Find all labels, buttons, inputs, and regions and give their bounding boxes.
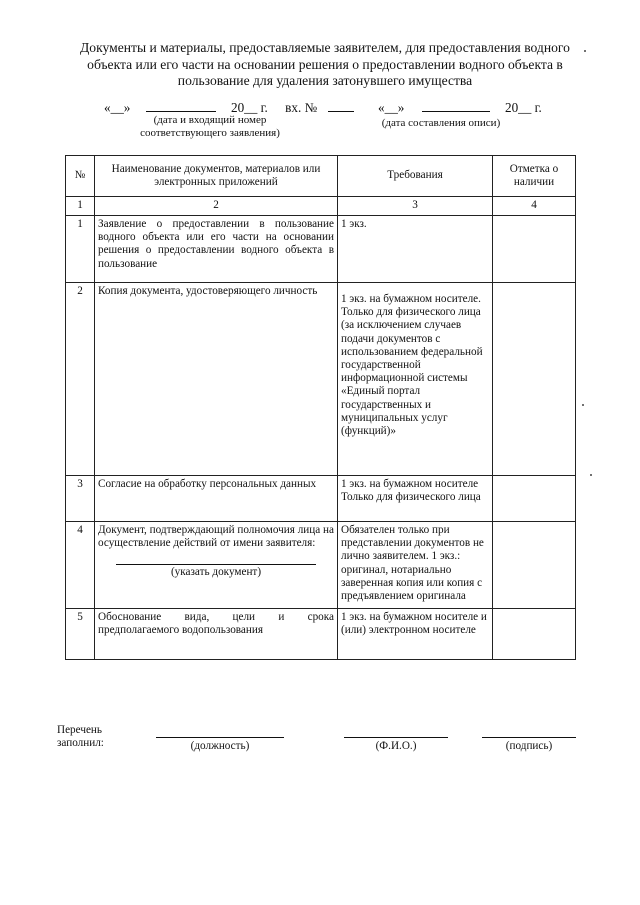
header-availability-mark: Отметка о наличии <box>493 156 576 197</box>
index-cell: 3 <box>338 197 493 216</box>
row-number: 1 <box>66 216 95 283</box>
row-document-name-cell <box>95 522 338 609</box>
signature-caption: (подпись) <box>505 740 553 752</box>
row-number: 5 <box>66 609 95 660</box>
header-requirements: Требования <box>338 156 493 197</box>
position-line[interactable] <box>156 737 284 738</box>
index-cell: 2 <box>95 197 338 216</box>
row-requirements: 1 экз. <box>338 216 493 283</box>
row-requirements: Обязателен только при представлении документов не лично заявителем. 1 экз.: оригинал, нотариально заверенная копия или копия с предъявлением оригинала <box>338 522 493 609</box>
fio-caption: (Ф.И.О.) <box>375 740 417 752</box>
document-specify-blank[interactable] <box>116 564 316 565</box>
row-availability-mark[interactable] <box>493 216 576 283</box>
header-number: № <box>66 156 95 197</box>
caption-application-line2: соответствующего заявления) <box>140 127 280 139</box>
scan-speck <box>584 50 586 52</box>
row-document-name: Заявление о предоставлении в пользование водного объекта или его части на основании решения о предоставлении водного объекта в пользование <box>95 216 338 283</box>
document-title: Документы и материалы, предоставляемые заявителем, для предоставления водного объекта или его части на основании решения о предоставлении водного объекта в пользование для удаления затонувшего имущества <box>80 40 570 88</box>
table-row <box>66 522 576 609</box>
date-year-left: 20__ г. <box>230 100 268 115</box>
index-cell: 1 <box>66 197 95 216</box>
incoming-number-label: вх. № <box>285 100 318 115</box>
position-caption: (должность) <box>190 740 250 752</box>
caption-inventory-date: (дата составления описи) <box>381 117 501 129</box>
date-day-left: «__» <box>104 100 131 115</box>
caption-application-line1: (дата и входящий номер <box>153 114 267 126</box>
row-availability-mark[interactable] <box>493 476 576 522</box>
scan-speck <box>590 474 592 476</box>
table-header-row <box>66 156 576 197</box>
header-document-name: Наименование документов, материалов или электронных приложений <box>95 156 338 197</box>
row-requirements: 1 экз. на бумажном носителе Только для физического лица <box>338 476 493 522</box>
signature-line[interactable] <box>482 737 576 738</box>
documents-table <box>65 155 576 660</box>
row-number: 2 <box>66 283 95 476</box>
row-document-name: Документ, подтверждающий полномочия лица на осуществление действий от имени заявителя: <box>98 524 334 550</box>
filled-by-line1: Перечень <box>57 724 103 736</box>
registration-line-right <box>378 99 542 116</box>
filled-by-label <box>57 724 104 750</box>
row-number: 4 <box>66 522 95 609</box>
table-row <box>66 283 576 476</box>
row-availability-mark[interactable] <box>493 283 576 476</box>
row-document-name: Копия документа, удостоверяющего личность <box>95 283 338 476</box>
date-year-right: 20__ г. <box>504 100 542 115</box>
filled-by-line2: заполнил: <box>57 737 104 749</box>
document-specify-caption: (указать документ) <box>170 566 262 579</box>
caption-application <box>140 114 280 140</box>
row-document-name: Обоснование вида, цели и срока предполагаемого водопользования <box>95 609 338 660</box>
incoming-number-blank <box>328 99 354 112</box>
row-number: 3 <box>66 476 95 522</box>
fio-line[interactable] <box>344 737 448 738</box>
index-cell: 4 <box>493 197 576 216</box>
date-month-blank-left <box>146 99 216 112</box>
table-row <box>66 216 576 283</box>
row-document-name: Согласие на обработку персональных данных <box>95 476 338 522</box>
row-availability-mark[interactable] <box>493 522 576 609</box>
scan-speck <box>582 404 584 406</box>
row-requirements: 1 экз. на бумажном носителе. Только для физического лица (за исключением случаев подачи документов с использованием федеральной государственной информационной системы «Единый портал государственных и муниципальных услуг (функций)» <box>338 283 493 476</box>
table-row <box>66 476 576 522</box>
date-month-blank-right <box>422 99 490 112</box>
table-index-row <box>66 197 576 216</box>
table-row <box>66 609 576 660</box>
date-day-right: «__» <box>378 100 405 115</box>
row-availability-mark[interactable] <box>493 609 576 660</box>
row-requirements: 1 экз. на бумажном носителе и (или) электронном носителе <box>338 609 493 660</box>
